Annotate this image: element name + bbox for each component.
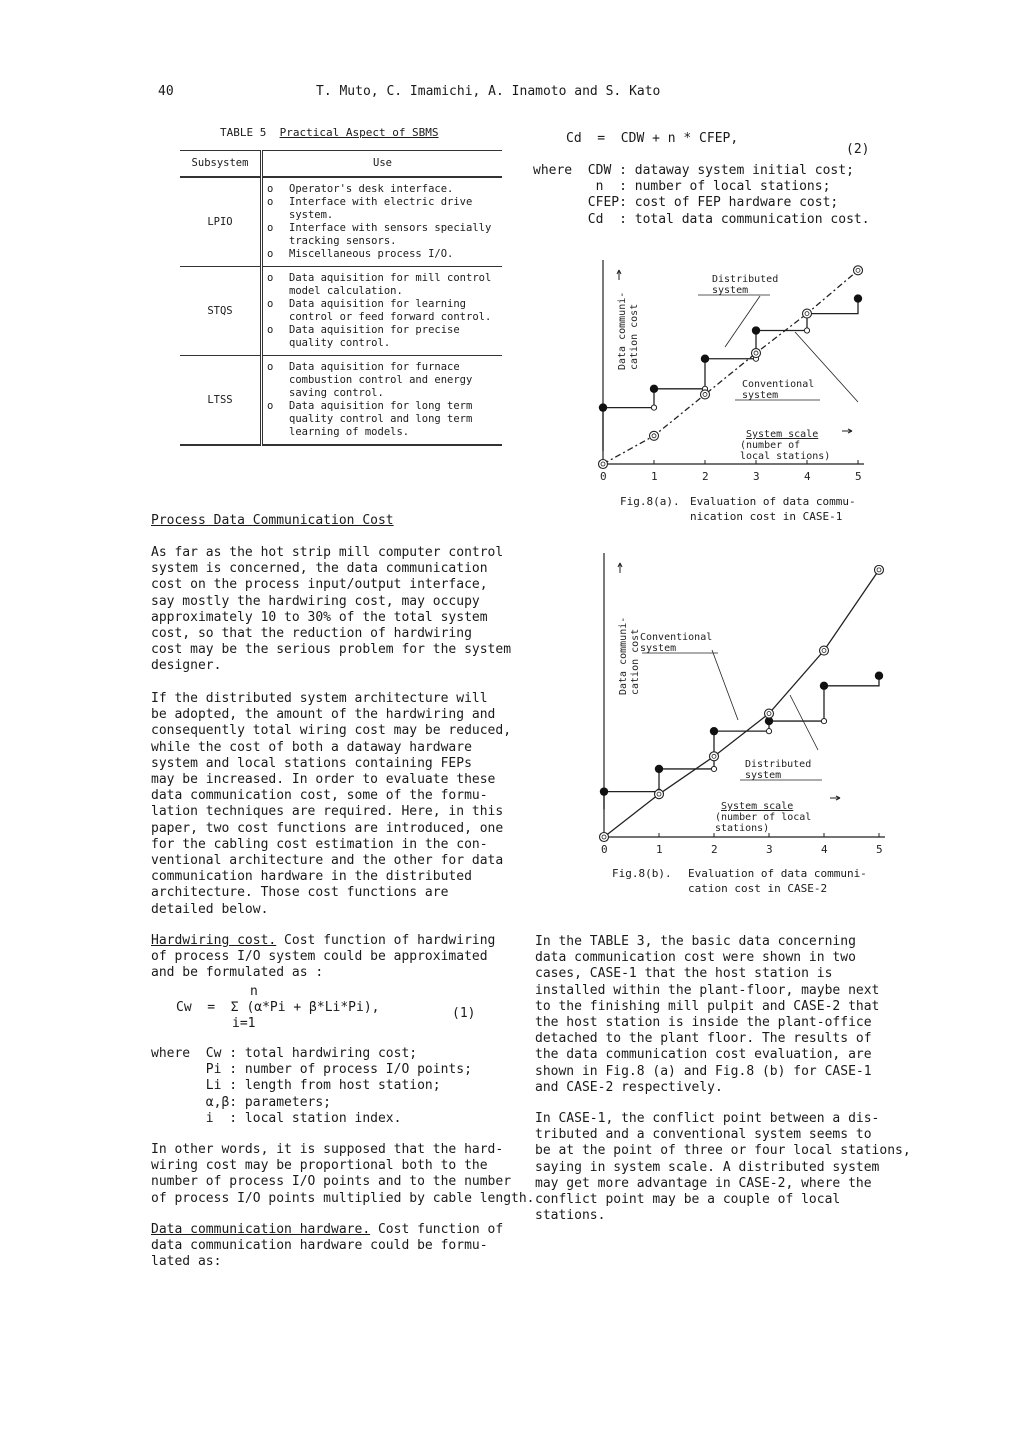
bullet: o <box>267 272 274 284</box>
x-tick-label: 0 <box>600 470 607 483</box>
datacom-where-list: where CDW : dataway system initial cost; n : number of local stations; CFEP: cost of FEP hardware cost; Cd : total data communication cost. <box>533 163 870 227</box>
bullet: o <box>267 400 274 412</box>
scale-arrow <box>842 429 852 433</box>
datacom-paragraph <box>151 1222 503 1238</box>
x-tick-label: 4 <box>804 470 811 483</box>
data-point-distributed <box>701 355 709 363</box>
running-authors: T. Muto, C. Imamichi, A. Inamoto and S. Kato <box>316 84 661 99</box>
y-axis-label-line-1: Data communi- <box>617 291 628 370</box>
equation-2-number: (2) <box>846 142 870 157</box>
y-axis-arrow <box>617 270 621 280</box>
table-row <box>180 356 502 446</box>
page-number: 40 <box>158 84 174 99</box>
data-point-conventional <box>854 266 863 275</box>
equation-1-number: (1) <box>452 1006 476 1021</box>
header-use: Use <box>262 151 503 178</box>
hardwiring-heading: Hardwiring cost. <box>151 933 277 948</box>
datacom-paragraph-rest: data communication hardware could be formu- lated as: <box>151 1238 488 1270</box>
scale-label-line-3: local stations) <box>740 451 831 462</box>
data-point-conventional <box>803 309 812 318</box>
results-paragraph: In the TABLE 3, the basic data concerning data communication cost were shown in two cases, CASE-1 that the host station is installed within the plant-floor, maybe next to the finishing mill pulpit and CASE-2 that the host station is inside the plant-office detached to the plant floor. The results of the data communication cost evaluation, are shown in Fig.8 (a) and Fig.8 (b) for CASE-1 and CASE-2 respectively. <box>535 934 880 1095</box>
hardwiring-paragraph <box>151 933 495 949</box>
data-point-conventional <box>875 565 884 574</box>
y-axis-arrow <box>618 563 622 573</box>
series-line-distributed <box>604 676 879 810</box>
table-caption-title: Practical Aspect of SBMS <box>279 126 439 139</box>
bullet: o <box>267 298 274 310</box>
use-item <box>267 298 498 324</box>
use-item-text: Interface with sensors specially tracking sensors. <box>289 222 492 247</box>
data-point-distributed <box>820 682 828 690</box>
x-tick-label: 0 <box>601 843 608 856</box>
use-item-text: Miscellaneous process I/O. <box>289 248 454 260</box>
y-axis-label-line-2: cation cost <box>630 628 641 695</box>
subsystem-cell: LTSS <box>180 356 262 446</box>
step-open-point <box>711 766 716 771</box>
conflict-paragraph: In CASE-1, the conflict point between a dis- tributed and a conventional system seems to be at the point of three or four local stations, saying in system scale. A distributed system may get more advantage in CASE-2, where the conflict point may be a couple of local stations. <box>535 1111 911 1224</box>
data-point-distributed <box>854 294 862 302</box>
data-point-distributed <box>752 326 760 334</box>
data-point-conventional <box>820 646 829 655</box>
bullet: o <box>267 222 274 234</box>
use-item <box>267 400 498 439</box>
use-item <box>267 222 498 248</box>
x-tick-label: 2 <box>711 843 718 856</box>
data-point-conventional <box>599 460 608 469</box>
data-point-distributed <box>710 727 718 735</box>
hardwiring-paragraph-2: In other words, it is supposed that the hard- wiring cost may be proportional both to the number of process I/O points and to the number of process I/O points multiplied by cable length. <box>151 1142 535 1206</box>
scale-arrow <box>830 796 840 800</box>
datacom-first-line: Cost function of <box>370 1222 504 1237</box>
scale-label-line-1: System scale <box>746 429 819 440</box>
bullet: o <box>267 324 274 336</box>
distributed-label-line-1: Distributed <box>745 759 812 770</box>
x-tick-label: 2 <box>702 470 709 483</box>
hardwiring-where-list: where Cw : total hardwiring cost; Pi : number of process I/O points; Li : length from host station; α,β: parameters; i : local station index. <box>151 1046 472 1126</box>
distributed-label-line-2: system <box>712 285 749 296</box>
conventional-label-line-1: Conventional <box>640 632 713 643</box>
use-item-text: Data aquisition for furnace combustion control and energy saving control. <box>289 361 473 399</box>
process-paragraph-2: If the distributed system architecture will be adopted, the amount of the hardwiring and consequently total wiring cost may be reduced, while the cost of both a dataway hardware system and local stations containing FEPs may be increased. In order to evaluate these data communication cost, some of the formu- lation techniques are required. Here, in this paper, two cost functions are introduced, one for the cabling cost estimation in the con- ventional architecture and the other for data communication hardware in the distributed architecture. Those cost functions are detailed below. <box>151 691 512 917</box>
y-axis-label-line-2: cation cost <box>629 303 640 370</box>
figure-8a-caption-text: Evaluation of data commu- nication cost in CASE-1 <box>690 495 856 523</box>
use-item-text: Data aquisition for precise quality control. <box>289 324 460 349</box>
data-point-conventional <box>710 752 719 761</box>
table-caption <box>220 126 439 139</box>
use-item-text: Data aquisition for long term quality control and long term learning of models. <box>289 400 473 438</box>
hardwiring-paragraph-rest: of process I/O system could be approximated and be formulated as : <box>151 949 488 981</box>
x-tick-label: 3 <box>766 843 773 856</box>
data-point-conventional <box>650 431 659 440</box>
data-point-distributed <box>655 765 663 773</box>
step-open-point <box>766 729 771 734</box>
y-axis-label-line-1: Data communi- <box>618 616 629 695</box>
x-tick-label: 4 <box>821 843 828 856</box>
figure-8a-caption-label: Fig.8(a). <box>620 495 680 508</box>
use-item <box>267 324 498 350</box>
distributed-label-pointer <box>725 296 760 347</box>
equation-2: Cd = CDW + n * CFEP, <box>566 131 739 146</box>
header-subsystem: Subsystem <box>180 151 262 178</box>
figure-8a-chart <box>590 252 880 484</box>
use-item-text: Operator's desk interface. <box>289 183 454 195</box>
scale-label-line-1: System scale <box>721 801 794 812</box>
x-tick-label: 1 <box>656 843 663 856</box>
data-point-conventional <box>655 790 664 799</box>
use-item <box>267 183 498 196</box>
table-row <box>180 177 502 267</box>
bullet: o <box>267 196 274 208</box>
use-item <box>267 248 498 261</box>
process-paragraph-1: As far as the hot strip mill computer control system is concerned, the data communication cost on the process input/output interface, say mostly the hardwiring cost, may occupy approximately 10 to 30% of the total system cost, so that the reduction of hardwiring cost may be the serious problem for the system designer. <box>151 545 512 674</box>
figure-8b-caption-label: Fig.8(b). <box>612 867 672 880</box>
data-point-conventional <box>765 709 774 718</box>
series-line-conventional <box>603 270 858 464</box>
step-open-point <box>821 718 826 723</box>
use-cell <box>262 267 503 356</box>
data-point-distributed <box>650 385 658 393</box>
use-cell <box>262 177 503 267</box>
scale-label-line-2: (number of <box>740 440 801 451</box>
x-tick-label: 1 <box>651 470 658 483</box>
bullet: o <box>267 248 274 260</box>
conventional-label-pointer <box>712 650 738 720</box>
equation-1: Cw = Σ (α*Pi + β*Li*Pi), <box>176 1000 380 1015</box>
conventional-label-pointer <box>795 332 858 402</box>
figure-8b-caption-text: Evaluation of data communi- cation cost in CASE-2 <box>688 867 867 895</box>
data-point-distributed <box>599 403 607 411</box>
process-data-heading: Process Data Communication Cost <box>151 513 394 528</box>
distributed-label-pointer <box>790 695 818 750</box>
use-item <box>267 272 498 298</box>
subsystem-cell: LPIO <box>180 177 262 267</box>
use-item-text: Data aquisition for learning control or feed forward control. <box>289 298 492 323</box>
conventional-label-line-2: system <box>640 643 677 654</box>
data-point-distributed <box>600 787 608 795</box>
figure-8b-chart <box>590 545 883 857</box>
data-point-conventional <box>600 833 609 842</box>
hardwiring-first-line: Cost function of hardwiring <box>276 933 496 948</box>
distributed-label-line-2: system <box>745 770 782 781</box>
table-row <box>180 267 502 356</box>
datacom-heading: Data communication hardware. <box>151 1222 371 1237</box>
data-point-distributed <box>875 672 883 680</box>
series-line-distributed <box>603 299 858 451</box>
data-point-conventional <box>701 390 710 399</box>
scale-label-line-3: stations) <box>715 823 770 834</box>
use-item <box>267 361 498 400</box>
bullet: o <box>267 183 274 195</box>
table-header-row <box>180 151 502 178</box>
scale-label-line-2: (number of local <box>715 812 812 823</box>
x-tick-label: 5 <box>876 843 883 856</box>
subsystem-cell: STQS <box>180 267 262 356</box>
page-header <box>0 84 1024 104</box>
eq1-upper-limit: n <box>250 984 258 999</box>
eq1-lower-limit: i=1 <box>232 1016 256 1031</box>
step-open-point <box>651 405 656 410</box>
use-item-text: Interface with electric drive system. <box>289 196 473 221</box>
use-cell <box>262 356 503 446</box>
x-tick-label: 5 <box>855 470 862 483</box>
step-open-point <box>804 328 809 333</box>
data-point-conventional <box>752 349 761 358</box>
practical-aspect-table <box>180 150 502 446</box>
distributed-label-line-1: Distributed <box>712 274 779 285</box>
bullet: o <box>267 361 274 373</box>
use-item-text: Data aquisition for mill control model calculation. <box>289 272 492 297</box>
use-item <box>267 196 498 222</box>
conventional-label-line-2: system <box>742 390 779 401</box>
x-tick-label: 3 <box>753 470 760 483</box>
conventional-label-line-1: Conventional <box>742 379 815 390</box>
table-caption-label: TABLE 5 <box>220 126 267 139</box>
